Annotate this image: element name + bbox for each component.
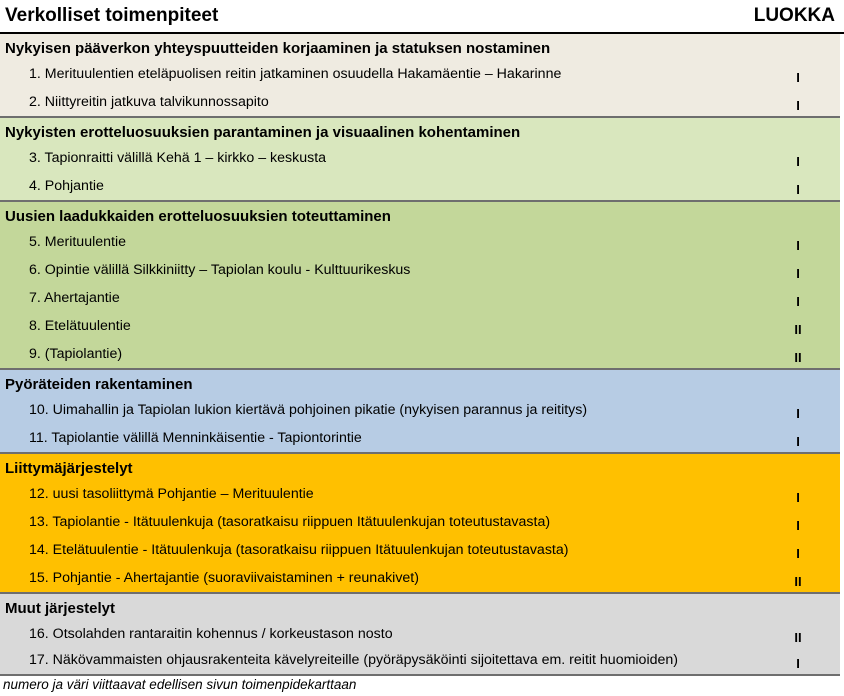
list-item (0, 398, 840, 426)
list-item (0, 62, 840, 90)
item-text: 15. Pohjantie - Ahertajantie (suoraviivaistaminen + reunakivet) (29, 570, 419, 586)
section-title: Pyöräteiden rakentaminen (5, 376, 193, 393)
item-class: I (796, 294, 800, 309)
item-class: II (794, 350, 802, 365)
section-new-separation (0, 202, 840, 370)
item-class: I (796, 434, 800, 449)
item-class: II (794, 630, 802, 645)
item-class: II (794, 574, 802, 589)
list-item (0, 230, 840, 258)
item-text: 9. (Tapiolantie) (29, 346, 123, 362)
list-item (0, 146, 840, 174)
item-text: 5. Merituulentie (29, 234, 126, 250)
class-column-heading: LUOKKA (753, 5, 835, 26)
section-cycle-paths (0, 370, 840, 454)
list-item (0, 314, 840, 342)
item-text: 7. Ahertajantie (29, 290, 120, 306)
section-title: Nykyisten erotteluosuuksien parantaminen ja visuaalinen kohentaminen (5, 124, 521, 141)
item-text: 6. Opintie välillä Silkkiniitty – Tapiolan koulu - Kulttuurikeskus (29, 262, 411, 278)
section-junctions (0, 454, 840, 594)
list-item (0, 566, 840, 594)
item-text: 11. Tapiolantie välillä Menninkäisentie - Tapiontorintie (29, 430, 362, 446)
item-text: 2. Niittyreitin jatkuva talvikunnossapito (29, 94, 269, 110)
item-class: I (796, 518, 800, 533)
item-text: 16. Otsolahden rantaraitin kohennus / korkeustason nosto (29, 626, 393, 642)
table-title: Verkolliset toimenpiteet (5, 5, 219, 26)
section-title: Liittymäjärjestelyt (5, 460, 133, 477)
item-text: 3. Tapionraitti välillä Kehä 1 – kirkko – keskusta (29, 150, 327, 166)
item-class: I (796, 490, 800, 505)
section-existing-separation (0, 118, 840, 202)
item-class: I (796, 70, 800, 85)
item-class: I (796, 656, 800, 671)
table-header (0, 0, 844, 34)
footnote: numero ja väri viittaavat edellisen sivun toimenpidekarttaan (3, 677, 357, 692)
item-class: I (796, 182, 800, 197)
item-class: I (796, 238, 800, 253)
item-text: 13. Tapiolantie - Itätuulenkuja (tasoratkaisu riippuen Itätuulenkujan toteutustavasta) (29, 514, 551, 530)
item-class: II (794, 322, 802, 337)
list-item (0, 510, 840, 538)
list-item (0, 286, 840, 314)
item-class: I (796, 98, 800, 113)
list-item (0, 426, 840, 454)
item-text: 1. Merituulentien eteläpuolisen reitin jatkaminen osuudella Hakamäentie – Hakarinne (29, 66, 562, 82)
item-text: 12. uusi tasoliittymä Pohjantie – Merituulentie (29, 486, 314, 502)
item-text: 14. Etelätuulentie - Itätuulenkuja (tasoratkaisu riippuen Itätuulenkujan toteutustavasta) (29, 542, 569, 558)
section-title: Uusien laadukkaiden erotteluosuuksien toteuttaminen (5, 208, 391, 225)
list-item (0, 538, 840, 566)
list-item (0, 174, 840, 202)
item-class: I (796, 546, 800, 561)
item-class: I (796, 154, 800, 169)
item-text: 17. Näkövammaisten ohjausrakenteita kävelyreiteille (pyöräpysäköinti sijoitettava em. reitit huomioiden) (29, 652, 678, 668)
list-item (0, 622, 840, 650)
list-item (0, 258, 840, 286)
item-text: 10. Uimahallin ja Tapiolan lukion kiertävä pohjoinen pikatie (nykyisen parannus ja reititys) (29, 402, 588, 418)
section-title: Nykyisen pääverkon yhteyspuutteiden korjaaminen ja statuksen nostaminen (5, 40, 551, 57)
list-item (0, 482, 840, 510)
section-other (0, 594, 840, 676)
list-item (0, 342, 840, 370)
item-class: I (796, 266, 800, 281)
section-main-network (0, 34, 840, 118)
list-item (0, 648, 840, 676)
section-title: Muut järjestelyt (5, 600, 116, 617)
list-item (0, 90, 840, 118)
item-text: 4. Pohjantie (29, 178, 104, 194)
item-class: I (796, 406, 800, 421)
item-text: 8. Etelätuulentie (29, 318, 131, 334)
